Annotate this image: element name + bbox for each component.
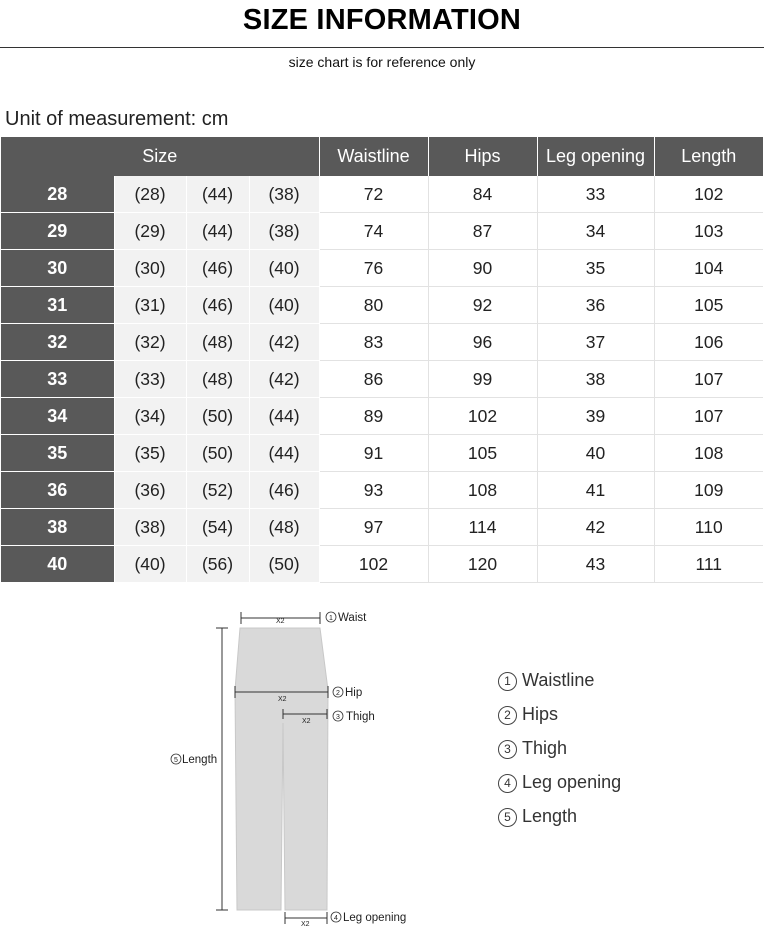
size-chart-table [1, 137, 763, 583]
thigh-num: 3 [336, 714, 340, 721]
leg-opening-label: Leg opening [343, 912, 407, 924]
alt-size-3: (38) [249, 176, 319, 213]
length-cell: 107 [654, 361, 763, 398]
alt-size-3: (42) [249, 324, 319, 361]
leg-opening-cell: 39 [537, 398, 654, 435]
alt-size-1: (32) [114, 324, 186, 361]
header-waistline: Waistline [319, 137, 428, 176]
waist-num: 1 [329, 615, 333, 622]
page-subtitle: size chart is for reference only [288, 54, 476, 70]
length-cell: 102 [654, 176, 763, 213]
length-cell: 110 [654, 509, 763, 546]
table-row [1, 509, 763, 546]
alt-size-1: (36) [114, 472, 186, 509]
leg-num: 4 [334, 915, 338, 922]
waistline-cell: 76 [319, 250, 428, 287]
table-row [1, 213, 763, 250]
alt-size-2: (54) [186, 509, 249, 546]
legend-label: Length [522, 806, 578, 826]
alt-size-2: (46) [186, 287, 249, 324]
header-size: Size [1, 137, 319, 176]
alt-size-1: (28) [114, 176, 186, 213]
hips-cell: 120 [428, 546, 537, 583]
alt-size-1: (31) [114, 287, 186, 324]
size-cell: 36 [1, 472, 114, 509]
waistline-cell: 93 [319, 472, 428, 509]
page-title: SIZE INFORMATION [242, 4, 522, 36]
leg-opening-measure [285, 912, 406, 928]
alt-size-3: (50) [249, 546, 319, 583]
length-cell: 108 [654, 435, 763, 472]
hips-cell: 92 [428, 287, 537, 324]
alt-size-2: (48) [186, 361, 249, 398]
waistline-cell: 89 [319, 398, 428, 435]
alt-size-3: (44) [249, 435, 319, 472]
length-cell: 106 [654, 324, 763, 361]
legend-item [498, 806, 621, 840]
legend-num: 3 [498, 740, 517, 759]
legend-num: 5 [498, 808, 517, 827]
hips-cell: 96 [428, 324, 537, 361]
hips-cell: 87 [428, 213, 537, 250]
size-cell: 34 [1, 398, 114, 435]
size-cell: 30 [1, 250, 114, 287]
size-cell: 32 [1, 324, 114, 361]
waistline-cell: 72 [319, 176, 428, 213]
alt-size-2: (44) [186, 213, 249, 250]
table-row [1, 287, 763, 324]
hips-cell: 108 [428, 472, 537, 509]
alt-size-3: (40) [249, 287, 319, 324]
alt-size-2: (46) [186, 250, 249, 287]
hips-cell: 84 [428, 176, 537, 213]
table-row [1, 435, 763, 472]
hip-label: Hip [345, 687, 363, 699]
legend-item [498, 704, 621, 738]
leg-opening-cell: 37 [537, 324, 654, 361]
alt-size-1: (38) [114, 509, 186, 546]
waist-x2: X2 [276, 618, 285, 625]
alt-size-2: (50) [186, 398, 249, 435]
legend-num: 2 [498, 706, 517, 725]
waistline-cell: 97 [319, 509, 428, 546]
thigh-label: Thigh [346, 711, 375, 723]
size-cell: 31 [1, 287, 114, 324]
hips-cell: 99 [428, 361, 537, 398]
waistline-cell: 74 [319, 213, 428, 250]
alt-size-3: (42) [249, 361, 319, 398]
table-row [1, 546, 763, 583]
table-row [1, 398, 763, 435]
leg-opening-cell: 33 [537, 176, 654, 213]
alt-size-3: (38) [249, 213, 319, 250]
length-cell: 111 [654, 546, 763, 583]
size-cell: 33 [1, 361, 114, 398]
size-cell: 35 [1, 435, 114, 472]
alt-size-1: (40) [114, 546, 186, 583]
length-label: Length [182, 754, 218, 766]
legend-num: 1 [498, 672, 517, 691]
waistline-cell: 86 [319, 361, 428, 398]
title-divider [0, 47, 764, 48]
waist-label: Waist [338, 612, 367, 624]
length-cell: 104 [654, 250, 763, 287]
legend-label: Thigh [522, 738, 568, 758]
alt-size-2: (52) [186, 472, 249, 509]
legend-label: Waistline [522, 670, 595, 690]
size-cell: 29 [1, 213, 114, 250]
alt-size-2: (50) [186, 435, 249, 472]
table-row [1, 361, 763, 398]
hips-cell: 90 [428, 250, 537, 287]
alt-size-3: (44) [249, 398, 319, 435]
legend-label: Hips [522, 704, 559, 724]
unit-label: Unit of measurement: cm [5, 108, 229, 130]
size-cell: 38 [1, 509, 114, 546]
legend-label: Leg opening [522, 772, 622, 792]
leg-opening-cell: 35 [537, 250, 654, 287]
waistline-cell: 91 [319, 435, 428, 472]
size-cell: 40 [1, 546, 114, 583]
length-cell: 105 [654, 287, 763, 324]
leg-opening-cell: 40 [537, 435, 654, 472]
leg-opening-cell: 42 [537, 509, 654, 546]
legend-item [498, 772, 621, 806]
length-measure [171, 628, 228, 910]
table-row [1, 324, 763, 361]
alt-size-1: (33) [114, 361, 186, 398]
length-cell: 103 [654, 213, 763, 250]
leg-opening-cell: 34 [537, 213, 654, 250]
length-cell: 109 [654, 472, 763, 509]
alt-size-3: (46) [249, 472, 319, 509]
thigh-x2: X2 [302, 718, 311, 725]
alt-size-3: (40) [249, 250, 319, 287]
hips-cell: 114 [428, 509, 537, 546]
hips-cell: 105 [428, 435, 537, 472]
waistline-cell: 80 [319, 287, 428, 324]
waist-measure [241, 612, 367, 625]
alt-size-1: (29) [114, 213, 186, 250]
length-cell: 107 [654, 398, 763, 435]
hip-x2: X2 [278, 696, 287, 703]
leg-x2: X2 [301, 921, 310, 928]
table-row [1, 176, 763, 213]
leg-opening-cell: 36 [537, 287, 654, 324]
alt-size-2: (48) [186, 324, 249, 361]
alt-size-1: (35) [114, 435, 186, 472]
alt-size-1: (34) [114, 398, 186, 435]
waistline-cell: 102 [319, 546, 428, 583]
pants-diagram [0, 590, 440, 939]
length-num: 5 [174, 757, 178, 764]
table-row [1, 472, 763, 509]
legend-num: 4 [498, 774, 517, 793]
size-cell: 28 [1, 176, 114, 213]
hip-num: 2 [336, 690, 340, 697]
leg-opening-cell: 43 [537, 546, 654, 583]
alt-size-2: (56) [186, 546, 249, 583]
measurement-legend [498, 670, 621, 840]
alt-size-3: (48) [249, 509, 319, 546]
waistline-cell: 83 [319, 324, 428, 361]
header-length: Length [654, 137, 763, 176]
alt-size-1: (30) [114, 250, 186, 287]
leg-opening-cell: 38 [537, 361, 654, 398]
leg-opening-cell: 41 [537, 472, 654, 509]
table-header-row [1, 137, 763, 176]
table-row [1, 250, 763, 287]
legend-item [498, 738, 621, 772]
alt-size-2: (44) [186, 176, 249, 213]
pants-silhouette [235, 628, 328, 910]
legend-item [498, 670, 621, 704]
hips-cell: 102 [428, 398, 537, 435]
header-hips: Hips [428, 137, 537, 176]
header-leg-opening: Leg opening [537, 137, 654, 176]
